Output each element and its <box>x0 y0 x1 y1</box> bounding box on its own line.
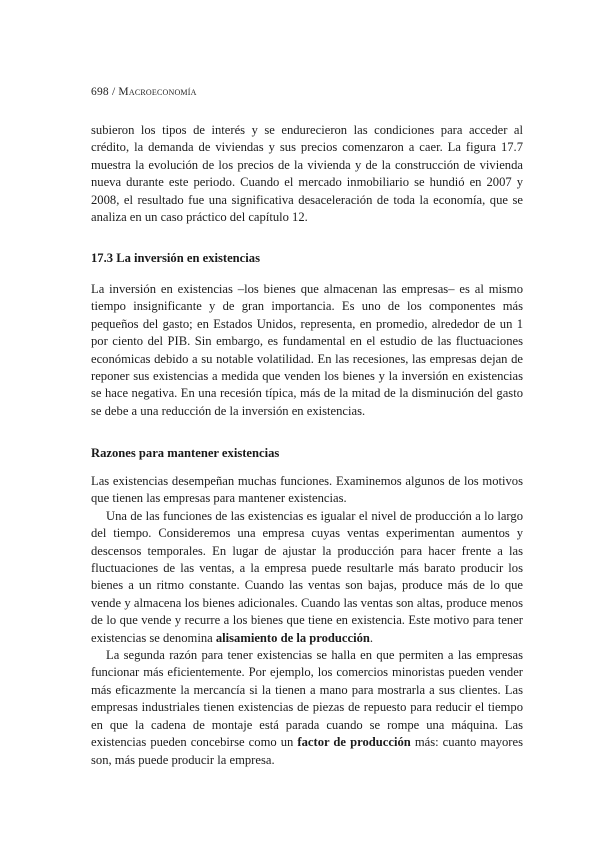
factor-paragraph <box>91 647 523 769</box>
smoothing-paragraph-text: Una de las funciones de las existencias es igualar el nivel de producción a lo largo del tiempo. Consideremos una empresa cuyas ventas experimentan aumentos y descensos temporales. En lugar de ajustar la producción para hacer frente a las fluctuaciones de las ventas, a la empresa puede resultarle más barato producir los bienes a un ritmo constante. Cuando las ventas son bajas, produce más de lo que vende y almacena los bienes adicionales. Cuando las ventas son altas, produce menos de lo que vende y recurre a los bienes que tiene en existencia. Este motivo para tener existencias se denomina <box>91 508 523 645</box>
page-number: 698 <box>91 86 109 98</box>
factor-paragraph-end: más: cuanto mayores son, más puede producir la empresa. <box>91 735 523 767</box>
subsection-intro-paragraph: Las existencias desempeñan muchas funciones. Examinemos algunos de los motivos que tienen las empresas para mantener existencias. <box>91 474 523 506</box>
subsection-heading: Razones para mantener existencias <box>91 446 280 460</box>
running-head-separator: / <box>111 86 116 98</box>
intro-paragraph-block <box>91 122 523 226</box>
factor-paragraph-text: La segunda razón para tener existencias se halla en que permiten a las empresas funcionar más eficientemente. Por ejemplo, los comercios minoristas pueden vender más eficazmente la mercancía si la tienen a mano para mostrarla a sus clientes. Las empresas industriales tienen existencias de piezas de repuesto para reducir el tiempo en que la cadena de montaje está parada cuando se rompe una máquina. Las existencias pueden concebirse como un <box>91 648 523 750</box>
smoothing-paragraph <box>91 508 523 647</box>
section-heading: 17.3 La inversión en existencias <box>91 251 260 265</box>
section-paragraph: La inversión en existencias –los bienes que almacenan las empresas– es al mismo tiempo insignificante y de gran importancia. Es uno de los componentes más pequeños del gasto; en Estados Unidos, representa, en promedio, alrededor de un 1 por ciento del PIB. Sin embargo, es fundamental en el estudio de las fluctuaciones económicas debido a su notable volatilidad. En las recesiones, las empresas dejan de reponer sus existencias a medida que venden los bienes y la inversión en existencias se hace negativa. En una recesión típica, más de la mitad de la disminución del gasto se debe a una reducción de la inversión en existencias. <box>91 282 523 418</box>
subsection-body <box>91 473 523 769</box>
running-head <box>91 86 197 98</box>
smoothing-term: alisamiento de la producción <box>215 630 370 645</box>
smoothing-paragraph-end: . <box>369 630 374 645</box>
factor-term: factor de producción <box>297 735 411 750</box>
book-title: Macroeconomía <box>118 86 197 98</box>
section-paragraph-block <box>91 281 523 420</box>
intro-paragraph: subieron los tipos de interés y se endurecieron las condiciones para acceder al crédito, la demanda de viviendas y sus precios comenzaron a caer. La figura 17.7 muestra la evolución de los precios de la vivienda y de la construcción de vivienda nueva durante este periodo. Cuando el mercado inmobiliario se hundió en 2007 y 2008, el resultado fue una significativa desaceleración de toda la economía, que se analiza en un caso práctico del capítulo 12. <box>91 123 523 225</box>
